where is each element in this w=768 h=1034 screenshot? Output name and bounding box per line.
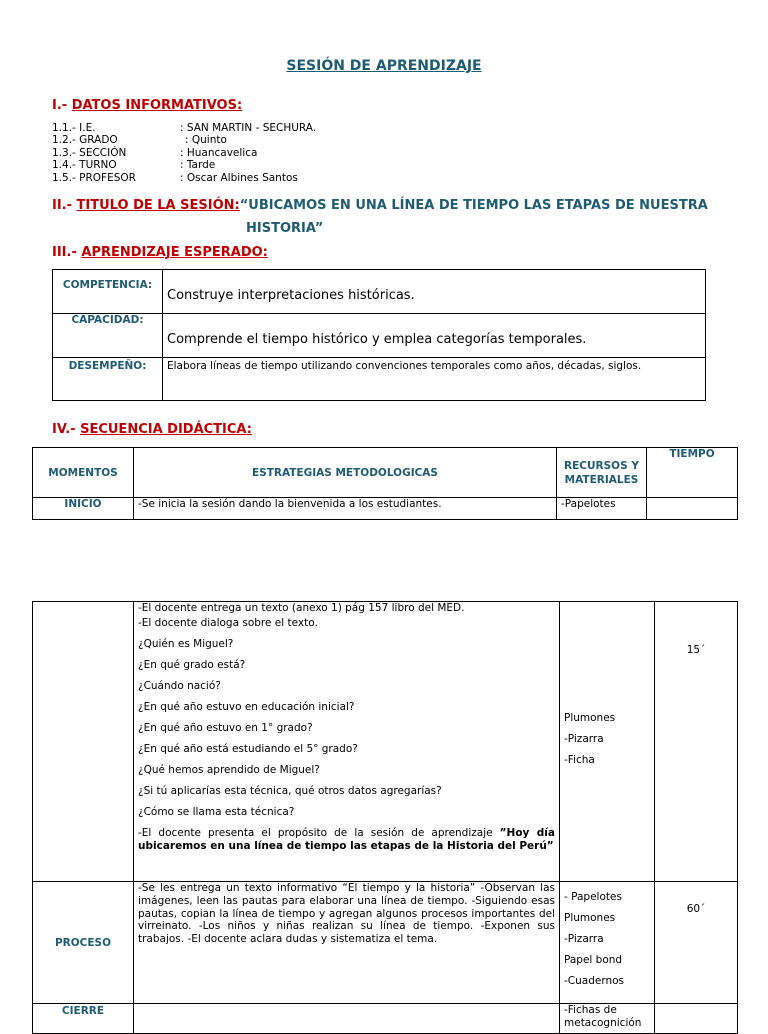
table-row bbox=[53, 314, 706, 358]
capacidad-value: Comprende el tiempo histórico y emplea categorías temporales. bbox=[163, 314, 706, 358]
datos-value: : Tarde bbox=[180, 159, 216, 172]
datos-value: : Huancavelica bbox=[180, 146, 258, 159]
table-row bbox=[53, 270, 706, 314]
proposito-bold: ”Hoy día ubicaremos en una línea de tiempo las etapas de la Historia del Perú” bbox=[138, 827, 555, 852]
aprendizaje-table bbox=[52, 269, 706, 401]
competencia-label: COMPETENCIA: bbox=[53, 270, 163, 314]
proposito-text: -El docente presenta el propósito de la sesión de aprendizaje bbox=[138, 827, 500, 839]
list-item: -Pizarra bbox=[564, 733, 604, 745]
datos-value: : Quinto bbox=[185, 134, 227, 147]
list-item: ¿Cuándo nació? bbox=[138, 680, 221, 692]
page-title: SESIÓN DE APRENDIZAJE bbox=[286, 58, 482, 74]
col-estrategias: ESTRATEGIAS METODOLOGICAS bbox=[134, 448, 557, 498]
datos-value: : Oscar Albines Santos bbox=[180, 171, 298, 184]
section-aprendizaje-heading bbox=[52, 245, 268, 260]
list-item: -El docente dialoga sobre el texto. bbox=[138, 617, 318, 629]
section-secuencia-heading bbox=[52, 422, 252, 437]
recurso-cell: -Papelotes bbox=[557, 498, 647, 520]
session-title-line2: HISTORIA” bbox=[246, 221, 324, 236]
list-item: -Ficha bbox=[564, 754, 595, 766]
datos-label: 1.4.- TURNO bbox=[52, 159, 117, 172]
section-number: IV.- bbox=[52, 422, 76, 437]
datos-label: 1.2.- GRADO bbox=[52, 134, 118, 147]
datos-label: 1.3.- SECCIÓN bbox=[52, 146, 127, 159]
datos-label: 1.5.- PROFESOR bbox=[52, 171, 136, 184]
list-item: - Papelotes bbox=[564, 891, 622, 903]
section-label: APRENDIZAJE ESPERADO: bbox=[81, 245, 268, 260]
col-momentos: MOMENTOS bbox=[33, 448, 134, 498]
desempeno-value: Elabora líneas de tiempo utilizando convenciones temporales como años, décadas, siglos. bbox=[163, 358, 706, 401]
table-row bbox=[33, 882, 738, 1004]
secuencia-table-header bbox=[32, 447, 738, 520]
momento-cell bbox=[33, 602, 134, 882]
list-item: ¿Si tú aplicarías esta técnica, qué otros datos agregarías? bbox=[138, 785, 442, 797]
list-item: ¿En qué año estuvo en educación inicial? bbox=[138, 701, 355, 713]
tiempo-cell bbox=[655, 1004, 738, 1034]
table-row bbox=[53, 358, 706, 401]
table-row bbox=[33, 498, 738, 520]
estrategia-cell bbox=[134, 1004, 560, 1034]
proposito-paragraph bbox=[138, 827, 555, 853]
momento-proceso: PROCESO bbox=[33, 882, 134, 1004]
tiempo-cell bbox=[647, 498, 738, 520]
table-row bbox=[33, 448, 738, 498]
col-recursos bbox=[557, 448, 647, 498]
list-item: Papel bond bbox=[564, 954, 623, 966]
section-label: SECUENCIA DIDÁCTICA: bbox=[80, 422, 252, 437]
estrategia-cell bbox=[134, 602, 560, 882]
list-item: ¿En qué grado está? bbox=[138, 659, 246, 671]
list-item: Plumones bbox=[564, 912, 616, 924]
estrategia-cell: -Se les entrega un texto informativo “El tiempo y la historia” -Observan las imágenes, leen las pautas para elaborar una línea de tiempo. -Siguiendo esas pautas, copian la línea de tiempo y agregan algunos procesos importantes del virreinato. -Los niños y niñas realizan su línea de tiempo. -Exponen sus trabajos. -El docente aclara dudas y sistematiza el tema. bbox=[134, 882, 560, 1004]
section-number: II.- bbox=[52, 198, 73, 213]
col-tiempo: TIEMPO bbox=[647, 448, 738, 498]
list-item: -El docente entrega un texto (anexo 1) pág 157 libro del MED. bbox=[138, 602, 465, 614]
section-datos-heading bbox=[52, 98, 242, 113]
list-item: ¿En qué año estuvo en 1° grado? bbox=[138, 722, 313, 734]
recursos-cell bbox=[560, 602, 655, 882]
datos-label: 1.1.- I.E. bbox=[52, 122, 96, 134]
section-number: III.- bbox=[52, 245, 77, 260]
table-row bbox=[33, 602, 738, 882]
secuencia-table-continued bbox=[32, 601, 738, 1034]
competencia-value: Construye interpretaciones históricas. bbox=[163, 270, 706, 314]
section-label: DATOS INFORMATIVOS: bbox=[71, 98, 243, 113]
recursos-cell bbox=[560, 882, 655, 1004]
tiempo-cell: 15´ bbox=[655, 602, 738, 882]
capacidad-label: CAPACIDAD: bbox=[53, 314, 163, 358]
list-item: -Pizarra bbox=[564, 933, 604, 945]
list-item: -Cuadernos bbox=[564, 975, 625, 987]
datos-value: : SAN MARTIN - SECHURA. bbox=[180, 122, 317, 134]
list-item: ¿Cómo se llama esta técnica? bbox=[138, 806, 295, 818]
section-label: TITULO DE LA SESIÓN: bbox=[76, 198, 240, 213]
list-item: ¿Qué hemos aprendido de Miguel? bbox=[138, 764, 320, 776]
list-item: Plumones bbox=[564, 712, 616, 724]
list-item: ¿Quién es Miguel? bbox=[138, 638, 234, 650]
table-row bbox=[33, 1004, 738, 1034]
desempeno-label: DESEMPEÑO: bbox=[53, 358, 163, 401]
session-title-line1: “UBICAMOS EN UNA LÍNEA DE TIEMPO LAS ETAPAS DE NUESTRA bbox=[239, 198, 708, 213]
section-titulo-heading bbox=[52, 198, 708, 213]
section-number: I.- bbox=[52, 98, 68, 113]
col-recursos-line2: MATERIALES bbox=[564, 473, 639, 486]
estrategia-cell: -Se inicia la sesión dando la bienvenida a los estudiantes. bbox=[134, 498, 557, 520]
list-item: ¿En qué año está estudiando el 5° grado? bbox=[138, 743, 358, 755]
col-recursos-line1: RECURSOS Y bbox=[564, 459, 639, 472]
recursos-cell: -Fichas de metacognición bbox=[560, 1004, 655, 1034]
momento-inicio: INICIO bbox=[33, 498, 134, 520]
momento-cierre: CIERRE bbox=[33, 1004, 134, 1034]
tiempo-cell: 60´ bbox=[655, 882, 738, 1004]
